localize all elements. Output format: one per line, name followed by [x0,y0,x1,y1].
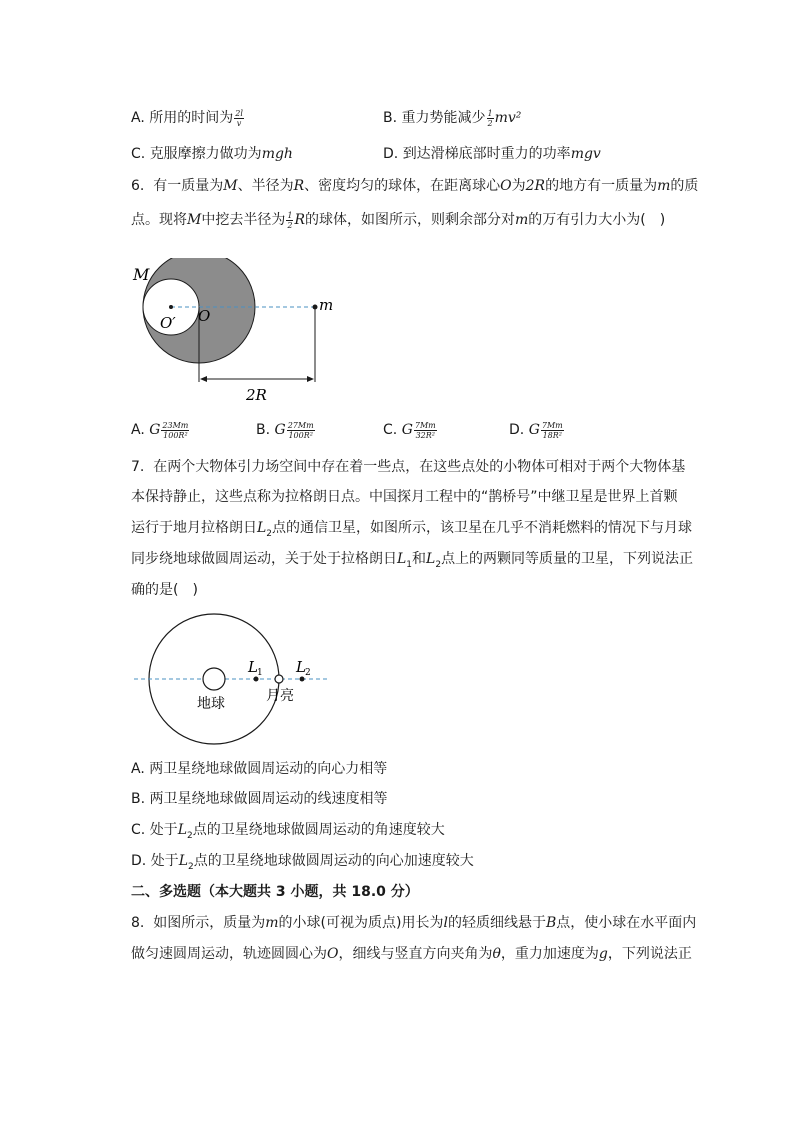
arrowhead-right [307,376,314,382]
q7-stem-line5: 确的是( ) [131,582,198,598]
moon [275,675,283,683]
q7-stem-line2: 本保持静止，这些点称为拉格朗日点。中国探月工程中的“鹊桥号”中继卫星是世界上首颗 [131,489,678,505]
fraction: $\frac{7Mm}{\text{32R²}}$ [414,420,436,440]
fraction: $\frac{27Mm}{\text{100R²}}$ [287,420,314,440]
q7-stem-line4: 同步绕地球做圆周运动，关于处于拉格朗日$L_1$和$L_2$点上的两颗同等质量的卫星，下列说法正 [131,551,694,570]
fraction: $\frac{1}{2}$ [287,210,293,230]
q7-option-c: C. 处于$L_2$点的卫星绕地球做圆周运动的角速度较大 [131,822,445,841]
center-o-prime [169,305,173,309]
section-heading: 二、多选题（本大题共 3 小题，共 18.0 分） [131,884,419,900]
fraction: $\frac{2l}{v}$ [235,108,243,128]
q5-option-b: B. 重力势能减少 $\frac{1}{2}$ mv² [383,108,522,128]
q7-figure [130,612,340,752]
label-L2-sub: 2 [305,668,311,678]
q7-option-a: A. 两卫星绕地球做圆周运动的向心力相等 [131,761,388,777]
label-2R: 2R [246,386,267,404]
q6-option-b: B. G $\frac{27Mm}{\text{100R²}}$ [256,420,314,440]
q6-option-d: D. G $\frac{7Mm}{\text{18R²}}$ [509,420,563,440]
q5-option-c: C. 克服摩擦力做功为mgh [131,146,293,162]
q6-option-a: A. G $\frac{23Mm}{\text{100R²}}$ [131,420,189,440]
point-L2 [300,677,305,682]
label-O: O [198,307,211,325]
q5-option-d: D. 到达滑梯底部时重力的功率mgv [383,146,601,162]
q7-stem-line3: 运行于地月拉格朗日$L_2$点的通信卫星，如图所示，该卫星在几乎不消耗燃料的情况下与月球 [131,520,693,539]
q5-option-a: A. 所用的时间为 $\frac{2l}{v}$ [131,108,243,128]
q7-stem-line1: 7. 在两个大物体引力场空间中存在着一些点，在这些点处的小物体可相对于两个大物体基 [131,459,686,475]
label-m: m [319,296,334,314]
q6-stem-line1: 6. 有一质量为M、半径为R、密度均匀的球体，在距离球心O为2R的地方有一质量为m的质 [131,178,699,194]
q6-option-c: C. G $\frac{7Mm}{\text{32R²}}$ [383,420,436,440]
q8-stem-line2: 做匀速圆周运动，轨迹圆圆心为O，细线与竖直方向夹角为θ，重力加速度为g，下列说法正 [131,946,692,962]
q6-figure [125,258,355,408]
label-moon: 月亮 [266,688,294,704]
label-L1: L [248,658,258,676]
label-earth: 地球 [197,696,225,712]
arrowhead-left [200,376,207,382]
q7-option-b: B. 两卫星绕地球做圆周运动的线速度相等 [131,791,388,807]
q8-stem-line1: 8. 如图所示，质量为m的小球(可视为质点)用长为l的轻质细线悬于B点，使小球在水平面内 [131,915,697,931]
q7-option-d: D. 处于$L_2$点的卫星绕地球做圆周运动的向心加速度较大 [131,853,474,872]
label-O-prime: O′ [160,314,176,332]
label-L2: L [296,658,306,676]
q6-stem-line2: 点。现将M中挖去半径为 $\frac{1}{2}$ R的球体，如图所示，则剩余部分对m的万有引力大小为( ) [131,210,666,230]
fraction: $\frac{1}{2}$ [487,108,493,128]
label-L1-sub: 1 [257,668,263,678]
fraction: $\frac{7Mm}{\text{18R²}}$ [541,420,563,440]
label-M: M [133,265,150,284]
earth [203,668,225,690]
fraction: $\frac{23Mm}{\text{100R²}}$ [162,420,189,440]
